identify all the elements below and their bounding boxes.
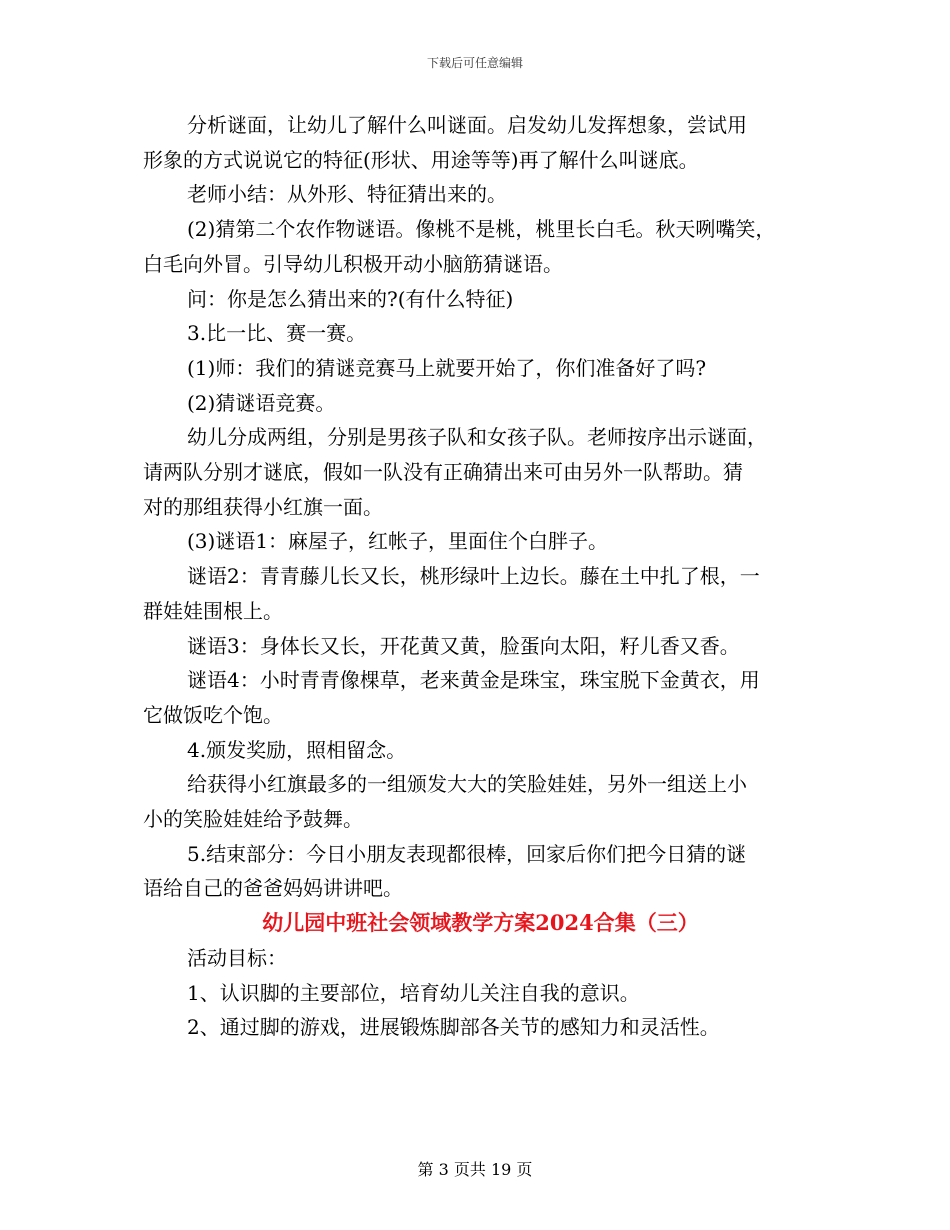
text-line: 分析谜面，让幼儿了解什么叫谜面。启发幼儿发挥想象，尝试用 [187,113,747,137]
text-line: 2、通过脚的游戏，进展锻炼脚部各关节的感知力和灵活性。 [187,1015,720,1040]
text-line: 谜语4：小时青青像棵草，老来黄金是珠宝，珠宝脱下金黄衣，用 [187,668,760,693]
text-line: 老师小结：从外形、特征猜出来的。 [187,182,507,207]
text-line: 形象的方式说说它的特征(形状、用途等等)再了解什么叫谜底。 [143,147,699,172]
text-line: 给获得小红旗最多的一组颁发大大的笑脸娃娃，另外一组送上小 [187,772,747,797]
text-line: (1)师：我们的猜谜竞赛马上就要开始了，你们准备好了吗? [187,355,707,380]
paragraphs-after-title [143,941,818,1045]
page-footer: 第 3 页共 19 页 [417,1160,533,1179]
section-title: 幼儿园中班社会领域教学方案2024合集（三） [262,910,699,936]
text-line: 小的笑脸娃娃给予鼓舞。 [143,807,363,832]
text-line: 对的那组获得小红旗一面。 [143,494,383,519]
text-line: 幼儿分成两组，分别是男孩子队和女孩子队。老师按序出示谜面， [187,425,767,450]
text-line: 谜语2：青青藤儿长又长，桃形绿叶上边长。藤在土中扎了根，一 [187,564,760,589]
text-line: 5.结束部分：今日小朋友表现都很棒，回家后你们把今日猜的谜 [187,841,747,866]
text-line: 它做饭吃个饱。 [143,702,283,727]
text-line: 问：你是怎么猜出来的?(有什么特征) [187,286,514,311]
text-line: 白毛向外冒。引导幼儿积极开动小脑筋猜谜语。 [143,251,563,276]
paragraphs-before-title [143,108,818,906]
text-line: 1、认识脚的主要部位，培育幼儿关注自我的意识。 [187,980,640,1005]
text-line: 活动目标： [187,945,287,970]
page-header: 下载后可任意编辑 [426,56,523,70]
text-line: 谜语3：身体长又长，开花黄又黄，脸蛋向太阳，籽儿香又香。 [187,633,740,658]
text-line: 群娃娃围根上。 [143,598,283,623]
text-line: 请两队分别才谜底，假如一队没有正确猜出来可由另外一队帮助。猜 [143,460,743,485]
text-line: (2)猜谜语竞赛。 [187,390,336,415]
text-line: 3.比一比、赛一赛。 [187,321,367,346]
text-line: (2)猜第二个农作物谜语。像桃不是桃，桃里长白毛。秋天咧嘴笑， [187,217,776,242]
document-body [143,108,818,1045]
text-line: (3)谜语1：麻屋子，红帐子，里面住个白胖子。 [187,529,609,554]
text-line: 4.颁发奖励，照相留念。 [187,737,407,762]
text-line: 语给自己的爸爸妈妈讲讲吧。 [143,876,403,901]
